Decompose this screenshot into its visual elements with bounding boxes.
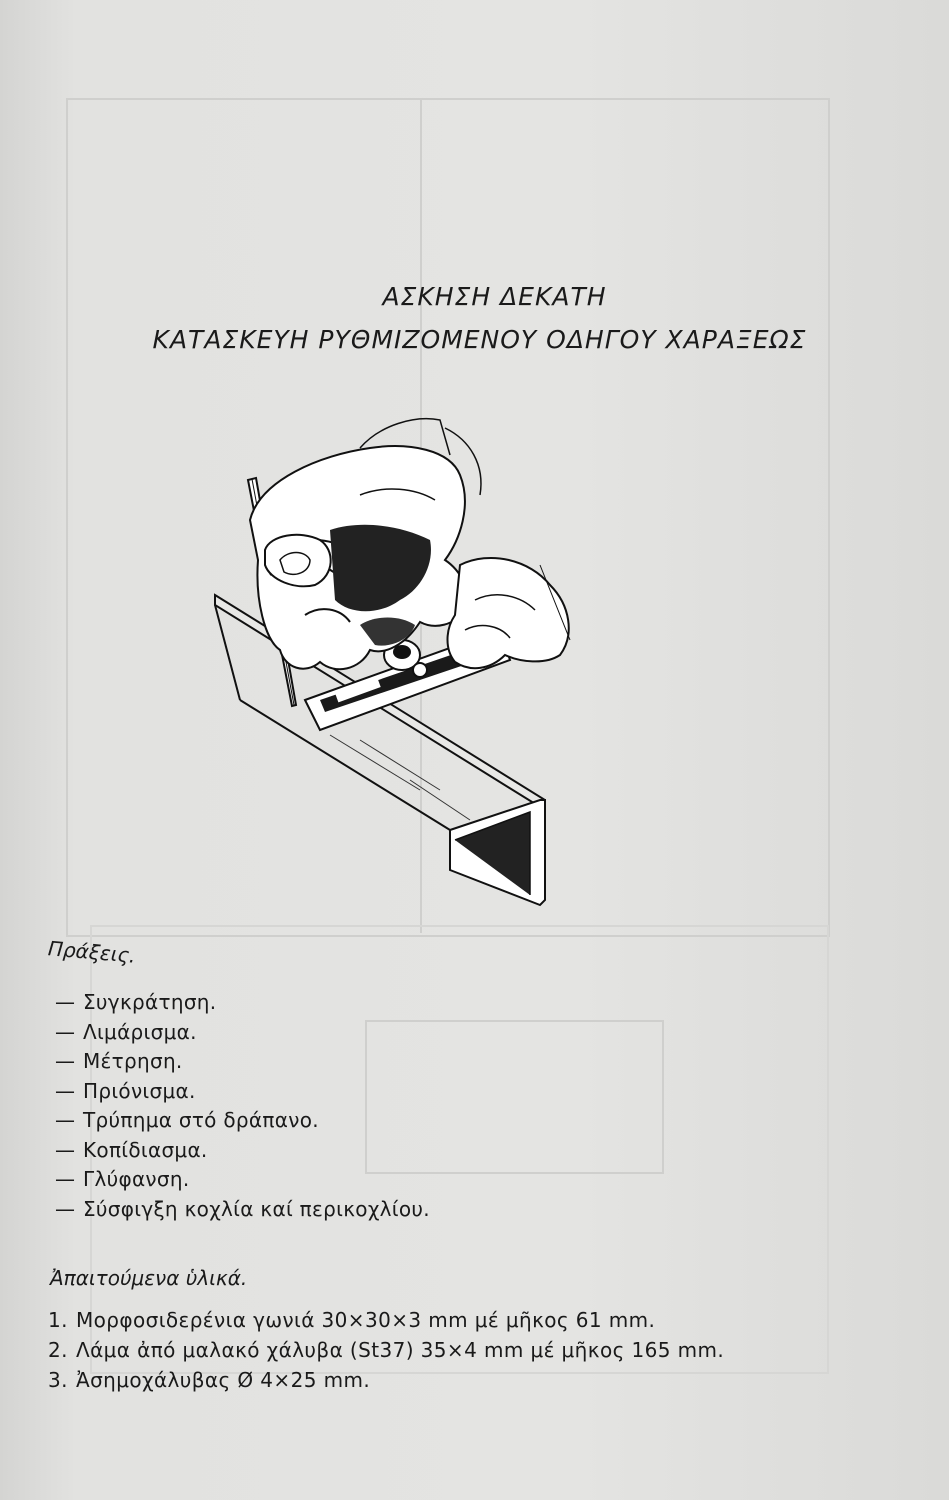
actions-list (55, 988, 430, 1224)
hand-scribing-with-adjustable-gauge-illustration (210, 400, 600, 910)
item-number: 1. (48, 1308, 68, 1332)
dash: — (55, 990, 76, 1014)
dash: — (55, 1196, 76, 1221)
item-text: Μορφοσιδερένια γωνιά 30×30×3 mm μέ μῆκος 61 mm. (76, 1308, 656, 1332)
dash: — (55, 1049, 76, 1073)
list-item: — Συγκράτηση. (55, 988, 430, 1018)
item-text: Λάμα ἀπό μαλακό χάλυβα (St37) 35×4 mm μέ μῆκος 165 mm. (76, 1338, 725, 1362)
actions-heading: Πράξεις. (47, 936, 137, 968)
page-title-line-2: ΚΑΤΑΣΚΕΥΗ ΡΥΘΜΙΖΟΜΕΝΟΥ ΟΔΗΓΟΥ ΧΑΡΑΞΕΩΣ (152, 325, 807, 354)
list-item: — Πριόνισμα. (55, 1077, 430, 1107)
item-number: 2. (48, 1338, 68, 1362)
dash: — (55, 1019, 76, 1044)
list-item (48, 1365, 724, 1395)
dash: — (55, 1137, 76, 1162)
list-item (48, 1335, 724, 1365)
list-item: — Γλύφανση. (55, 1165, 430, 1195)
list-item: — Κοπίδιασμα. (55, 1136, 430, 1166)
dash: — (55, 1167, 76, 1191)
dash: — (55, 1078, 76, 1103)
item-text: Ἀσημοχάλυβας Ø 4×25 mm. (76, 1368, 371, 1392)
page-title-line-1: ΑΣΚΗΣΗ ΔΕΚΑΤΗ (382, 282, 607, 311)
list-item: — Σύσφιγξη κοχλία καί περικοχλίου. (55, 1195, 430, 1225)
materials-heading: Ἀπαιτούμενα ὑλικά. (50, 1266, 248, 1290)
materials-list (48, 1305, 724, 1395)
list-item: — Λιμάρισμα. (55, 1018, 430, 1048)
list-item: — Τρύπημα στό δράπανο. (55, 1106, 430, 1136)
list-item (48, 1305, 724, 1335)
list-item: — Μέτρηση. (55, 1047, 430, 1077)
item-number: 3. (48, 1368, 68, 1392)
dash: — (55, 1108, 76, 1132)
